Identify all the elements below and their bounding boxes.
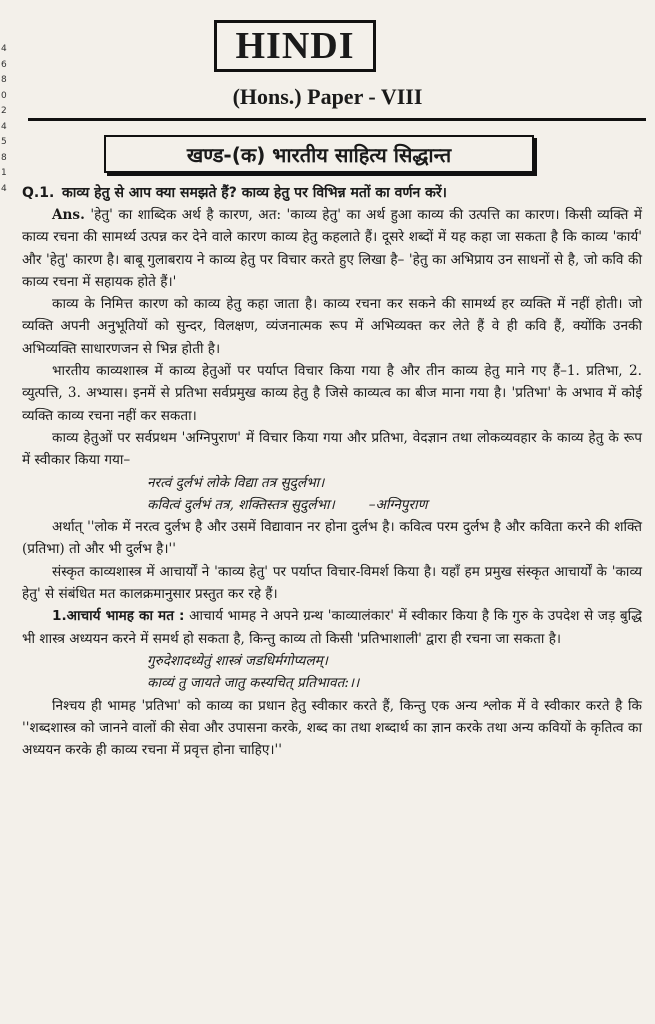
paper-subtitle: (Hons.) Paper - VIII <box>232 84 423 109</box>
header-divider <box>28 118 646 121</box>
verse-line: काव्यं तु जायते जातु कस्यचित् प्रतिभावत:।। <box>147 675 360 692</box>
verse-line-with-attribution <box>147 494 642 516</box>
section-heading: खण्ड-(क) भारतीय साहित्य सिद्धान्त <box>186 142 452 167</box>
question-block <box>22 182 642 204</box>
point-label: 1.आचार्य भामह का मत : <box>52 608 185 625</box>
answer-paragraph-6: संस्कृत काव्यशास्त्र में आचार्यों ने 'काव्य हेतु' पर पर्याप्त विचार-विमर्श किया है। यहाँ हम प्रमुख संस्कृत आचार्यों के 'काव्य हेतु' से संबंधित मत कालक्रमानुसार प्रस्तुत कर रहे हैं। <box>22 563 642 603</box>
verse-agnipurana <box>22 472 642 517</box>
answer-paragraph-5: अर्थात् ''लोक में नरत्व दुर्लभ है और उसमें विद्यावान नर होना दुर्लभ है। कवित्व परम दुर्लभ है और कविता करने की शक्ति (प्रतिभा) तो और भी दुर्लभ है।'' <box>22 519 642 558</box>
margin-number: 8 <box>1 75 7 85</box>
answer-paragraph-2: काव्य के निमित्त कारण को काव्य हेतु कहा जाता है। काव्य रचना कर सकने की सामर्थ्य हर व्यक्ति में नहीं होती। जो व्यक्ति अपनी अनुभूतियों को सुन्दर, विलक्षण, व्यंजनात्मक रूप में अभिव्यक्त कर लेते हैं वे ही कवि हैं, क्योंकि उनकी अभिव्यक्ति साधारणजन से भिन्न होती है। <box>22 296 642 357</box>
page-content <box>22 182 642 761</box>
margin-number: 1 <box>1 168 7 178</box>
answer-label: Ans. <box>52 207 85 223</box>
margin-line-numbers <box>1 42 11 197</box>
question-text: काव्य हेतु से आप क्या समझते हैं? काव्य हेतु पर विभिन्न मतों का वर्णन करें। <box>62 185 447 201</box>
answer-paragraph-4: काव्य हेतुओं पर सर्वप्रथम 'अग्निपुराण' में विचार किया गया और प्रतिभा, वेदज्ञान तथा लोकव्यवहार के काव्य हेतु के रूप में स्वीकार किया गया– <box>22 429 642 469</box>
verse-line: गुरुदेशादध्येतुं शास्त्रं जडधिर्मगोप्यलम्। <box>147 652 328 669</box>
question-number: Q.1. <box>22 185 55 201</box>
margin-number: 4 <box>1 183 7 194</box>
answer-paragraph-3: भारतीय काव्यशास्त्र में काव्य हेतुओं पर पर्याप्त विचार किया गया है और तीन काव्य हेतु माने गए हैं–1. प्रतिभा, 2. व्युत्पत्ति, 3. अभ्यास। इनमें से प्रतिभा सर्वप्रमुख काव्य हेतु है जिसे काव्यत्व का बीज माना गया है। 'प्रतिभा' के अभाव में कोई व्यक्ति काव्य रचना नहीं कर सकता। <box>22 363 642 424</box>
page-title: HINDI <box>235 25 355 67</box>
answer-paragraph-1-text: 'हेतु' का शाब्दिक अर्थ है कारण, अत: 'काव्य हेतु' का अर्थ हुआ काव्य की उत्पत्ति का कारण। किसी व्यक्ति में काव्य रचना की सामर्थ्य उत्पन्न कर देने वाले कारण काव्य हेतु कहलाते हैं। दूसरे शब्दों में यह कहा जा सकता है कि काव्य 'कार्य' और 'हेतु' कारण है। बाबू गुलाबराय ने काव्य हेतु पर विचार करते हुए लिखा है– 'हेतु का अभिप्राय उन साधनों से है, जो कवि की काव्य रचना में सहायक होते हैं।' <box>22 207 643 290</box>
margin-number: 6 <box>1 59 7 70</box>
point-text: आचार्य भामह ने अपने ग्रन्थ 'काव्यालंकार' में स्वीकार किया है कि गुरु के उपदेश से जड़ बुद्धि भी शास्त्र अध्ययन करने में समर्थ हो सकता है, किन्तु काव्य तो किसी 'प्रतिभाशाली' द्वारा ही रचना जा सकता है। <box>22 608 642 647</box>
verse-attribution: –अग्निपुराण <box>368 496 428 513</box>
answer-paragraph-7: निश्चय ही भामह 'प्रतिभा' को काव्य का प्रधान हेतु स्वीकार करते हैं, किन्तु एक अन्य श्लोक में वे स्वीकार करते है कि ''शब्दशास्त्र को जानने वालों की सेवा और उपासना करके, शब्द का तथा शब्दार्थ का ज्ञान करके तथा अन्य कवियों के कृतित्व का अध्ययन करके ही काव्य रचना में प्रवृत्त होना चाहिए।'' <box>22 697 642 759</box>
margin-number: 8 <box>1 152 7 163</box>
margin-number: 4 <box>1 121 7 132</box>
margin-number: 5 <box>1 137 7 147</box>
section-heading-box <box>104 135 534 173</box>
margin-number: 4 <box>1 44 7 54</box>
page-title-box <box>214 20 376 72</box>
margin-number: 2 <box>1 106 7 116</box>
verse-line: नरत्वं दुर्लभं लोके विद्या तत्र सुदुर्लभा। <box>147 474 325 491</box>
verse-line: कवित्वं दुर्लभं तत्र, शक्तिस्तत्र सुदुर्लभा। <box>147 496 335 513</box>
verse-bhamah <box>22 650 642 695</box>
margin-number: 0 <box>1 90 7 101</box>
point-bhamah <box>22 605 642 650</box>
answer-paragraph-1 <box>22 204 642 293</box>
